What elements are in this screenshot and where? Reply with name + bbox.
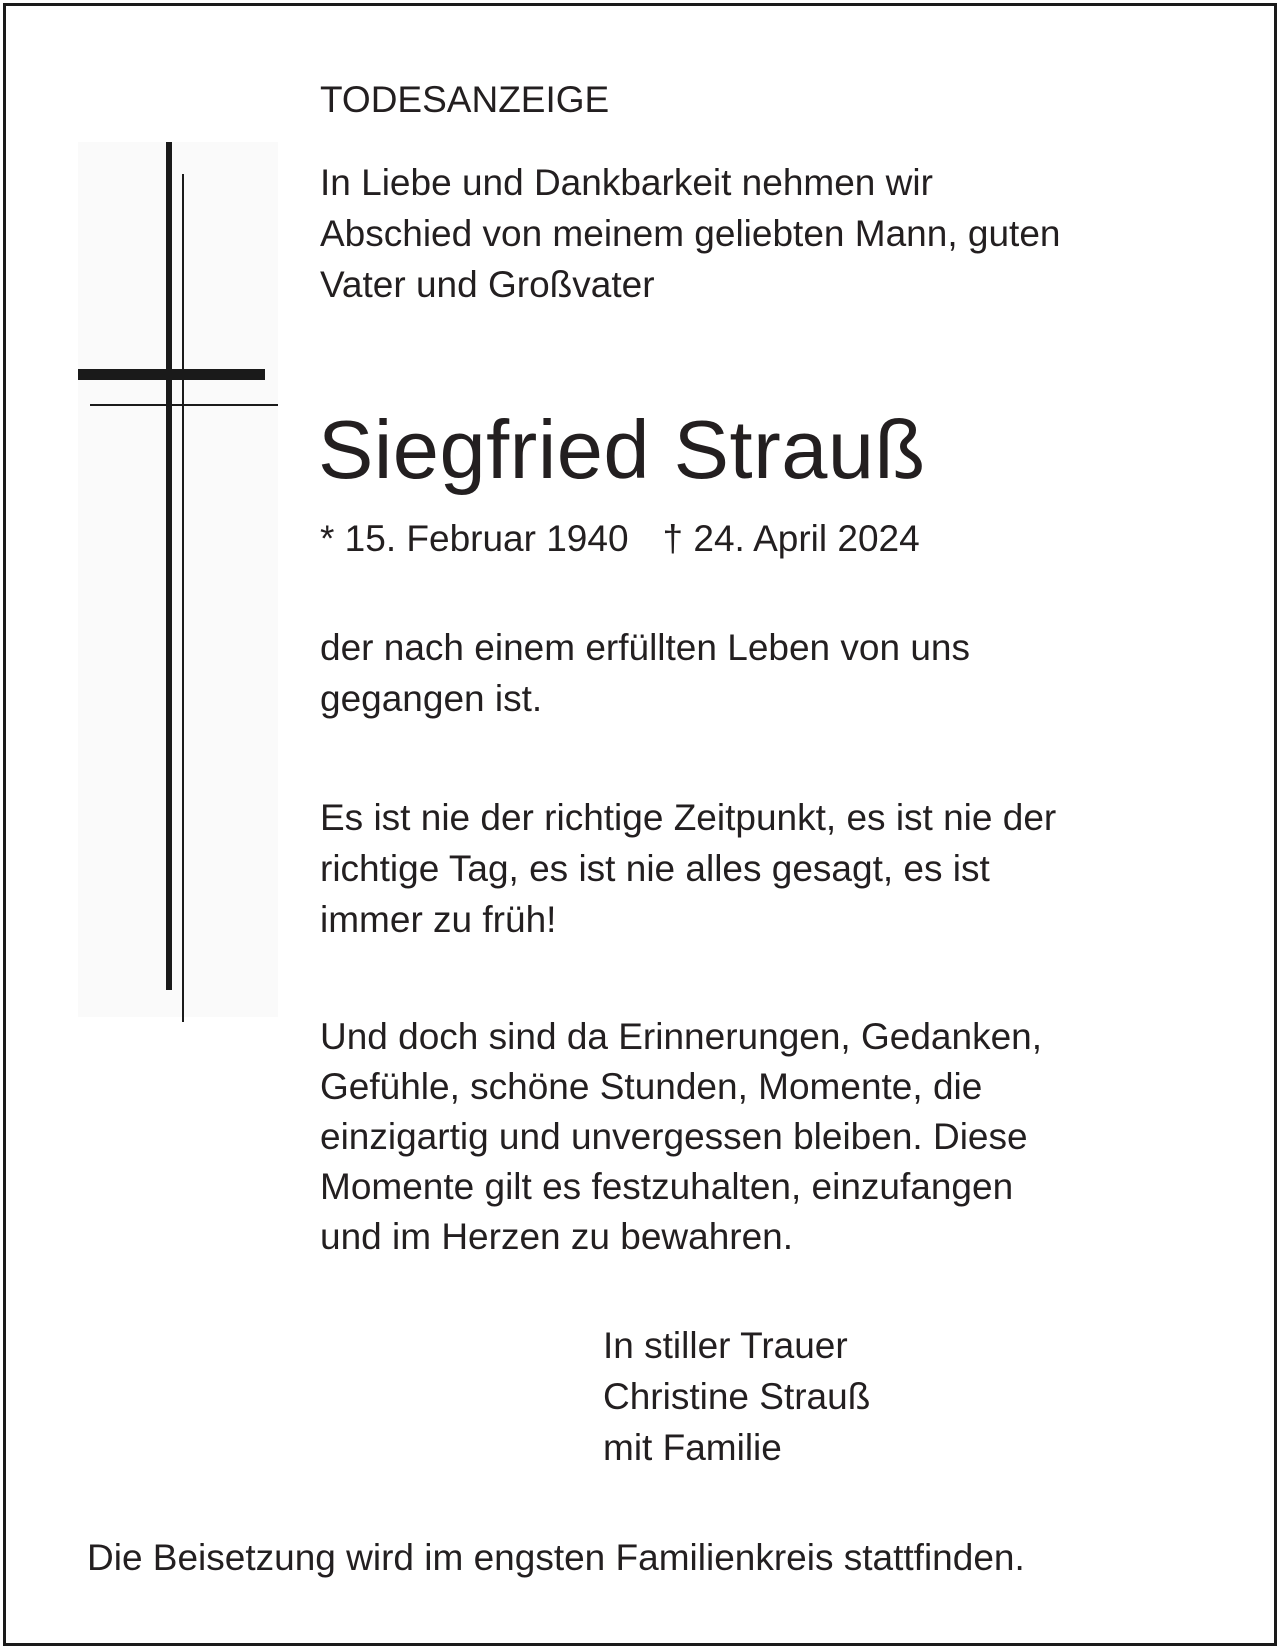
cross-horizontal-thin-bar: [90, 404, 278, 406]
paragraph-life: der nach einem erfüllten Leben von uns gegangen ist.: [320, 627, 970, 719]
notice-frame: [3, 3, 1277, 1646]
burial-note: Die Beisetzung wird im engsten Familienkreis stattfinden.: [87, 1537, 1025, 1578]
paragraph-memories: Und doch sind da Erinnerungen, Gedanken, Gefühle, schöne Stunden, Momente, die einzigartig und unvergessen bleiben. Diese Momente gilt es festzuhalten, einzufangen und im Herzen zu bewahren.: [320, 1016, 1043, 1257]
paragraph-timing: Es ist nie der richtige Zeitpunkt, es ist nie der richtige Tag, es ist nie alles gesagt, es ist immer zu früh!: [320, 797, 1057, 940]
mourners-signature: In stiller Trauer Christine Strauß mit Familie: [603, 1325, 871, 1468]
death-date: † 24. April 2024: [662, 518, 920, 559]
notice-label: TODESANZEIGE: [320, 79, 610, 120]
cross-vertical-bold-bar: [166, 142, 172, 990]
intro-text: In Liebe und Dankbarkeit nehmen wir Abschied von meinem geliebten Mann, guten Vater und Großvater: [320, 162, 1061, 305]
cross-vertical-thin-bar: [182, 174, 184, 1022]
cross-icon: [78, 142, 278, 1017]
birth-date: * 15. Februar 1940: [320, 518, 629, 559]
cross-horizontal-bold-bar: [78, 369, 265, 380]
life-dates: [320, 517, 920, 561]
deceased-name: Siegfried Strauß: [318, 403, 926, 496]
